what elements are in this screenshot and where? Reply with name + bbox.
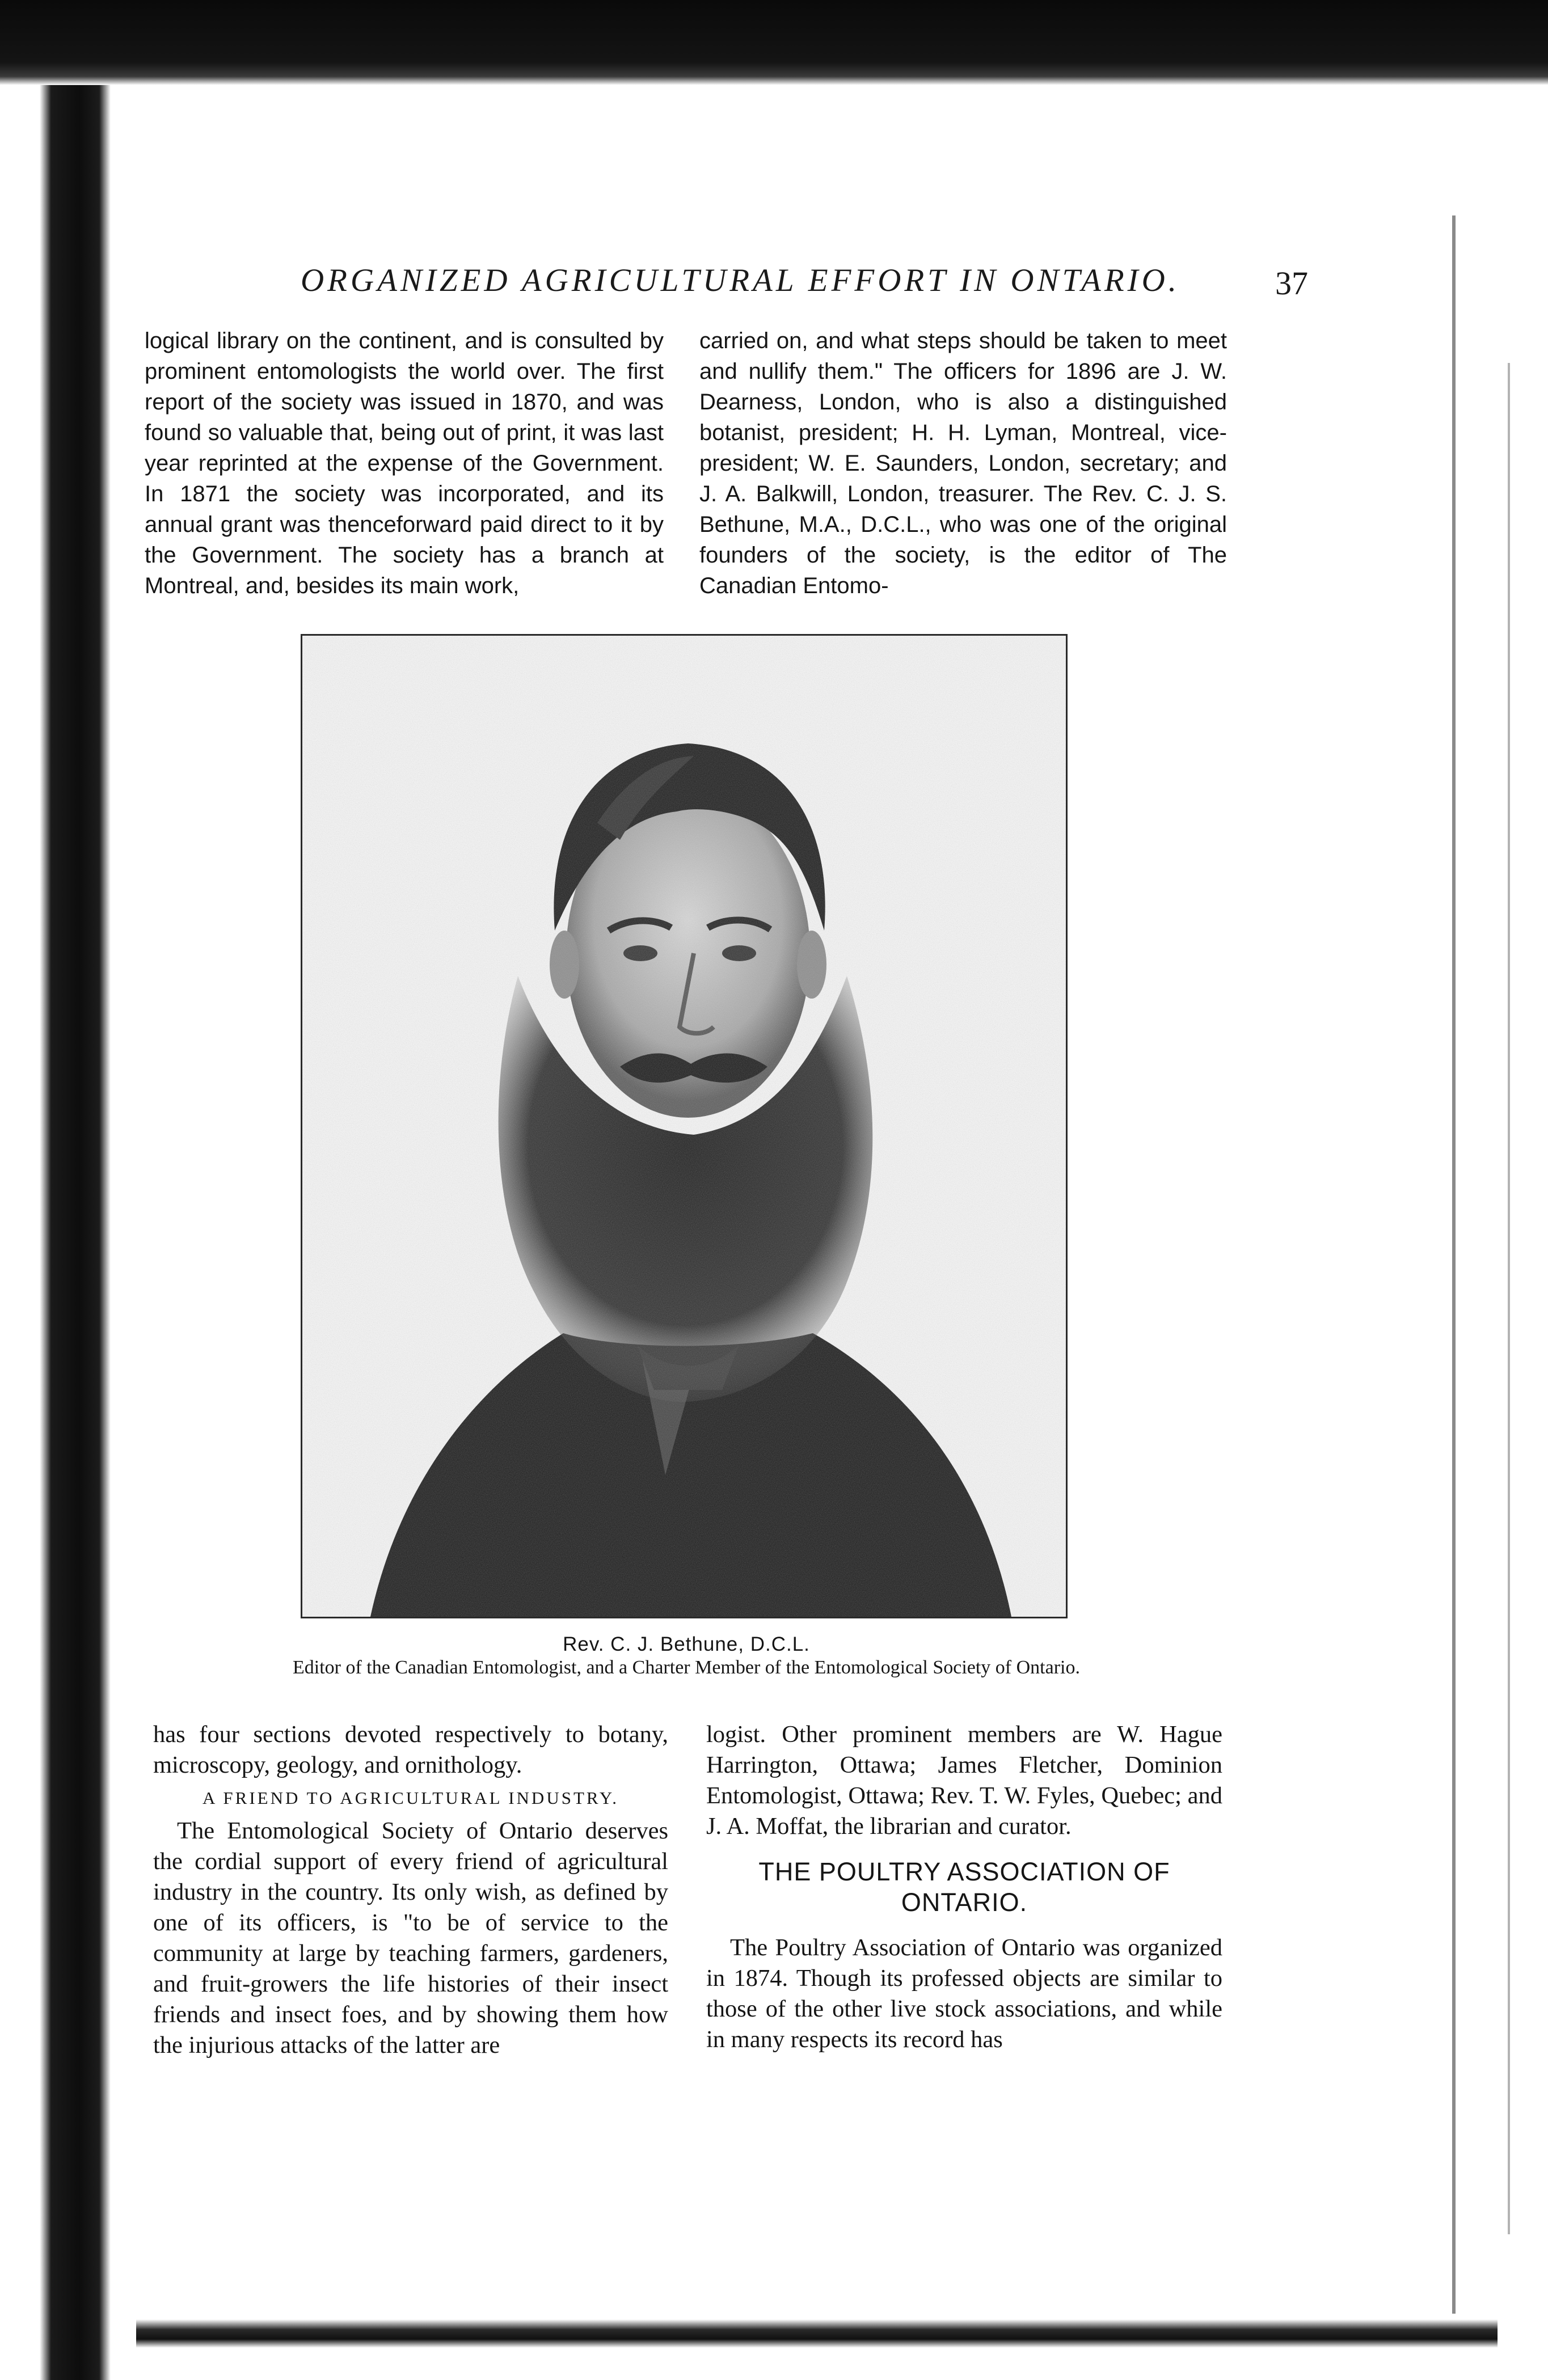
page-number: 37	[1275, 265, 1308, 302]
paragraph: logical library on the continent, and is consulted by prominent entomologists the world over. The first report of the society was issued in 1870, and was found so valuable that, being out of print, it was last year reprinted at the expense of the Government. In 1871 the society was incorporated, and its annual grant was thenceforward paid direct to it by the Government. The society has a branch at Montreal, and, besides its main work,	[145, 328, 664, 598]
caption-description: Editor of the Canadian Entomologist, and a Charter Member of the Entomological Society of Ontario.	[293, 1657, 1080, 1678]
paragraph: The Poultry Association of Ontario was organized in 1874. Though its professed objects are similar to those of the other live stock associations, and while in many respects its record has	[706, 1934, 1222, 2053]
scan-edge-line	[1452, 215, 1456, 2314]
bottom-left-column	[153, 1719, 668, 2061]
scan-border-left	[0, 85, 130, 2380]
scan-border-top	[0, 0, 1548, 85]
paragraph: carried on, and what steps should be taken to meet and nullify them." The officers for 1896 are J. W. Dearness, London, who is also a distinguished botanist, president; H. H. Lyman, Montreal, vice-president; W. E. Saunders, London, secretary; and J. A. Balkwill, London, treasurer. The Rev. C. J. S. Bethune, M.A., D.C.L., who was one of the original founders of the society, is the editor of The Canadian Entomo-	[699, 328, 1227, 598]
running-head: ORGANIZED AGRICULTURAL EFFORT IN ONTARIO.	[300, 263, 1180, 298]
paragraph: logist. Other prominent members are W. Hague Harrington, Ottawa; James Fletcher, Dominion Entomologist, Ottawa; Rev. T. W. Fyles, Quebec; and J. A. Moffat, the librarian and curator.	[706, 1721, 1222, 1840]
halftone-portrait-image	[302, 636, 1066, 1617]
top-right-column	[699, 325, 1227, 601]
bottom-right-column	[706, 1719, 1222, 2055]
caption-name: Rev. C. J. Bethune, D.C.L.	[563, 1633, 810, 1655]
photo-caption	[244, 1632, 1129, 1679]
scan-edge-line-outer	[1508, 363, 1510, 2234]
portrait-photo	[301, 634, 1068, 1618]
paragraph: The Entomological Society of Ontario deserves the cordial support of every friend of agricultural industry in the country. Its only wish, as defined by one of its officers, is "to be of service to the community at large by teaching farmers, gardeners, and fruit-growers the life histories of their insect friends and insect foes, and by showing them how the injurious attacks of the latter are	[153, 1817, 668, 2058]
paragraph: has four sections devoted respectively to botany, microscopy, geology, and ornithology.	[153, 1721, 668, 1778]
section-heading: THE POULTRY ASSOCIATION OF ONTARIO.	[758, 1857, 1170, 1917]
section-subheading: A FRIEND TO AGRICULTURAL INDUSTRY.	[203, 1788, 619, 1808]
top-left-column	[145, 325, 664, 601]
scan-border-bottom	[136, 2319, 1498, 2348]
